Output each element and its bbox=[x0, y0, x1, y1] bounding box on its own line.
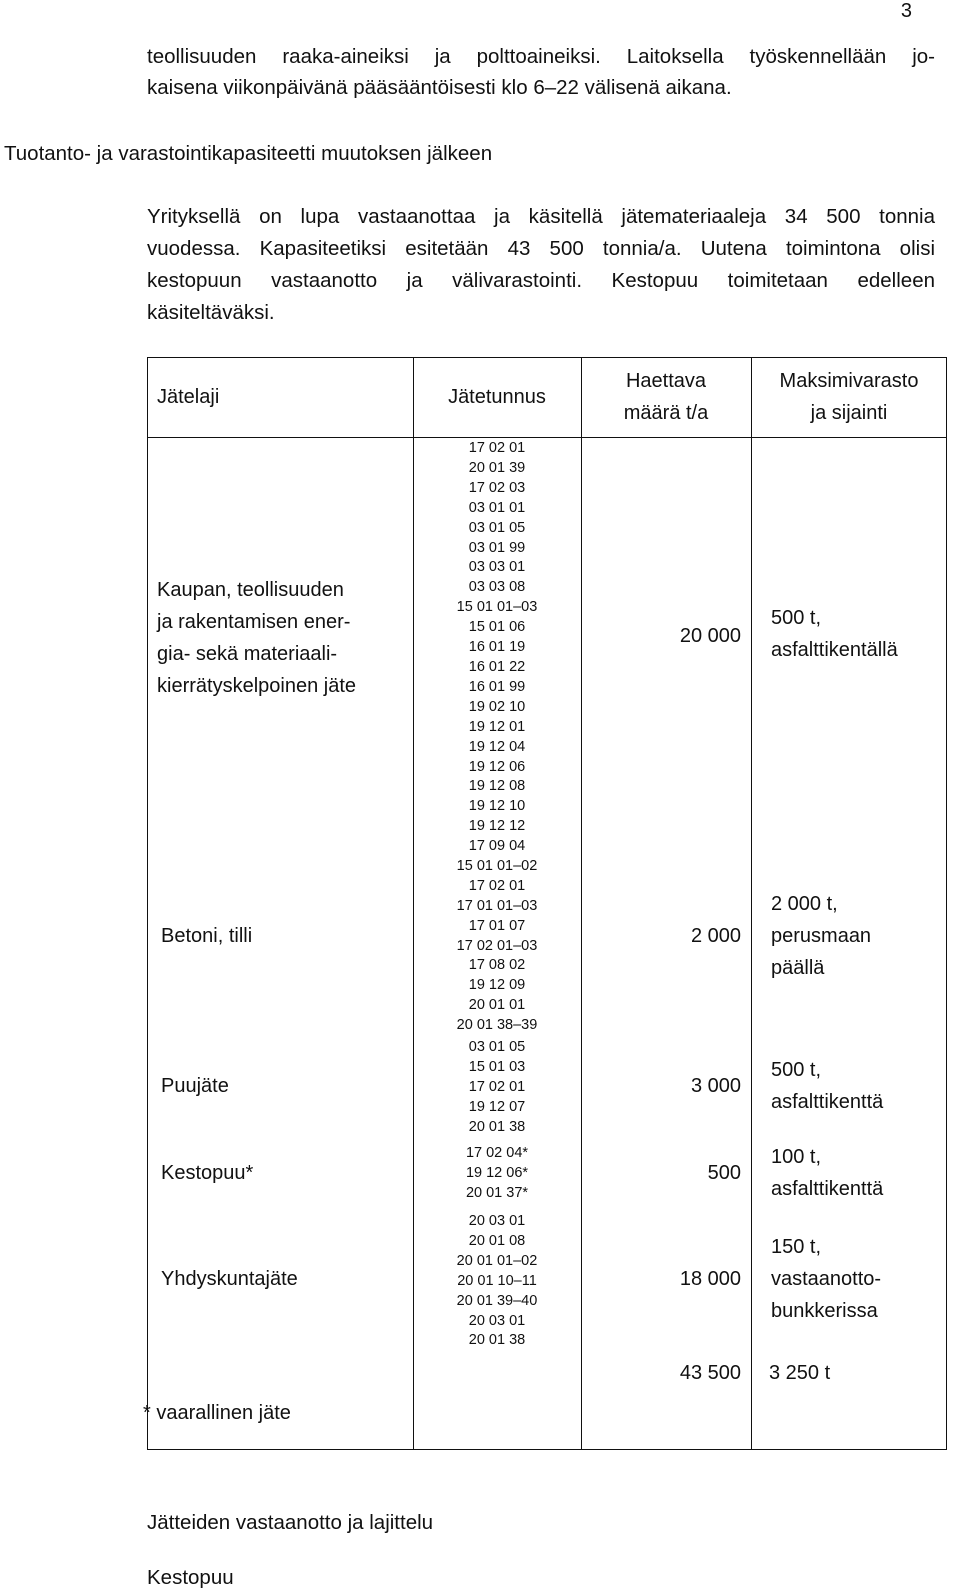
waste-code: 17 02 03 bbox=[468, 479, 526, 496]
header-bottom-border bbox=[147, 437, 947, 438]
row5-storage-line-3: bunkkerissa bbox=[771, 1300, 878, 1322]
row4-type: Kestopuu* bbox=[161, 1162, 254, 1184]
waste-code: 17 01 07 bbox=[468, 917, 526, 934]
waste-code: 19 12 08 bbox=[468, 778, 526, 795]
waste-code: 20 01 08 bbox=[468, 1232, 526, 1249]
header-amount-line-2: määrä t/a bbox=[623, 402, 709, 424]
waste-code: 03 01 05 bbox=[468, 519, 526, 536]
waste-code: 17 01 01–03 bbox=[456, 897, 538, 914]
waste-code: 20 01 10–11 bbox=[457, 1272, 537, 1289]
waste-code: 19 12 06* bbox=[465, 1164, 529, 1181]
row3-codes bbox=[413, 1038, 581, 1138]
waste-code: 03 01 05 bbox=[468, 1039, 526, 1055]
capacity-line-3: kestopuun vastaanotto ja välivarastointi. Kestopuu toimitetaan edelleen bbox=[147, 269, 935, 292]
capacity-line-1: Yrityksellä on lupa vastaanottaa ja käsitellä jätemateriaaleja 34 500 tonnia bbox=[147, 205, 935, 228]
waste-code: 20 01 01 bbox=[468, 997, 526, 1014]
total-amount: 43 500 bbox=[679, 1362, 741, 1384]
waste-code: 03 03 01 bbox=[468, 559, 526, 576]
waste-code: 19 12 09 bbox=[468, 977, 526, 994]
row2-codes bbox=[413, 837, 581, 1036]
header-jatetunnus: Jätetunnus bbox=[448, 386, 546, 408]
waste-code: 17 02 01–03 bbox=[456, 937, 538, 954]
row2-storage-line-2: perusmaan bbox=[771, 925, 872, 947]
waste-code: 17 02 01 bbox=[468, 1078, 526, 1095]
row4-codes bbox=[413, 1144, 581, 1204]
page-number: 3 bbox=[900, 0, 912, 22]
waste-table bbox=[143, 357, 947, 1450]
waste-code: 19 12 04 bbox=[468, 738, 526, 755]
total-storage: 3 250 t bbox=[769, 1362, 831, 1384]
row3-amount: 3 000 bbox=[690, 1075, 741, 1097]
section-heading: Tuotanto- ja varastointikapasiteetti muutoksen jälkeen bbox=[4, 142, 493, 165]
table-bottom-border bbox=[147, 1449, 947, 1450]
column-divider-3 bbox=[751, 357, 752, 1450]
waste-code: 15 01 06 bbox=[468, 619, 526, 636]
table-right-border bbox=[946, 357, 947, 1450]
row2-amount: 2 000 bbox=[690, 925, 741, 947]
waste-code: 20 01 01–02 bbox=[456, 1252, 538, 1269]
waste-code: 20 01 39 bbox=[468, 459, 526, 476]
waste-code: 20 01 38–39 bbox=[456, 1017, 538, 1034]
row3-storage-line-1: 500 t, bbox=[771, 1059, 822, 1081]
waste-code: 17 02 04* bbox=[465, 1145, 529, 1161]
waste-code: 20 03 01 bbox=[468, 1213, 526, 1229]
waste-code: 15 01 03 bbox=[468, 1058, 526, 1075]
waste-code: 19 12 07 bbox=[468, 1098, 526, 1115]
waste-code: 20 01 38 bbox=[468, 1332, 526, 1349]
capacity-line-2: vuodessa. Kapasiteetiksi esitetään 43 500 tonnia/a. Uutena toimintona olisi bbox=[147, 237, 935, 260]
header-amount-line-1: Haettava bbox=[625, 370, 707, 392]
waste-code: 16 01 22 bbox=[468, 658, 526, 675]
table-left-border bbox=[147, 357, 148, 1450]
header-jatelaji: Jätelaji bbox=[157, 386, 220, 408]
row1-storage-line-2: asfalttikentällä bbox=[771, 639, 898, 661]
row1-type-line-3: gia- sekä materiaali- bbox=[157, 643, 338, 665]
row2-type: Betoni, tilli bbox=[161, 925, 253, 947]
waste-code: 20 01 37* bbox=[465, 1184, 529, 1201]
row4-amount: 500 bbox=[707, 1162, 741, 1184]
waste-code: 17 02 01 bbox=[468, 440, 526, 456]
waste-code: 19 12 12 bbox=[468, 818, 526, 835]
waste-code: 15 01 01–02 bbox=[456, 857, 538, 874]
header-storage-line-2: ja sijainti bbox=[810, 402, 888, 424]
row5-storage-line-1: 150 t, bbox=[771, 1236, 822, 1258]
waste-code: 17 09 04 bbox=[468, 838, 526, 854]
waste-code: 19 12 06 bbox=[468, 758, 526, 775]
row1-storage-line-1: 500 t, bbox=[771, 607, 822, 629]
subheading-kestopuu: Kestopuu bbox=[147, 1566, 234, 1589]
waste-code: 16 01 19 bbox=[468, 639, 526, 656]
row1-type-line-2: ja rakentamisen ener- bbox=[157, 611, 351, 633]
row4-storage-line-1: 100 t, bbox=[771, 1146, 822, 1168]
waste-code: 03 01 01 bbox=[468, 499, 526, 516]
row2-storage-line-3: päällä bbox=[771, 957, 825, 979]
row1-type-line-1: Kaupan, teollisuuden bbox=[157, 579, 344, 601]
waste-code: 19 12 01 bbox=[468, 718, 526, 735]
table-footnote: * vaarallinen jäte bbox=[143, 1402, 291, 1424]
header-storage-line-1: Maksimivarasto bbox=[779, 370, 919, 392]
row1-codes bbox=[413, 439, 581, 837]
waste-code: 17 08 02 bbox=[468, 957, 526, 974]
capacity-line-4: käsiteltäväksi. bbox=[147, 301, 275, 324]
row4-storage-line-2: asfalttikenttä bbox=[771, 1178, 884, 1200]
row3-storage-line-2: asfalttikenttä bbox=[771, 1091, 884, 1113]
waste-code: 17 02 01 bbox=[468, 877, 526, 894]
row5-codes bbox=[413, 1212, 581, 1351]
subheading-jatteiden-vastaanotto: Jätteiden vastaanotto ja lajittelu bbox=[147, 1511, 434, 1534]
waste-code: 20 03 01 bbox=[468, 1312, 526, 1329]
waste-code: 19 02 10 bbox=[468, 698, 526, 715]
intro-line-2: kaisena viikonpäivänä pääsääntöisesti klo 6–22 välisenä aikana. bbox=[147, 76, 732, 99]
row1-type-line-4: kierrätyskelpoinen jäte bbox=[157, 675, 356, 697]
row1-amount: 20 000 bbox=[679, 625, 741, 647]
row5-amount: 18 000 bbox=[679, 1268, 741, 1290]
row5-type: Yhdyskuntajäte bbox=[161, 1268, 298, 1290]
waste-code: 15 01 01–03 bbox=[456, 599, 538, 616]
row5-storage-line-2: vastaanotto- bbox=[771, 1268, 882, 1290]
waste-code: 20 01 38 bbox=[468, 1118, 526, 1135]
waste-code: 03 03 08 bbox=[468, 579, 526, 596]
waste-code: 16 01 99 bbox=[468, 678, 526, 695]
row3-type: Puujäte bbox=[161, 1075, 229, 1097]
table-top-border bbox=[147, 357, 947, 358]
waste-code: 19 12 10 bbox=[468, 798, 526, 815]
waste-code: 03 01 99 bbox=[468, 539, 526, 556]
waste-code: 20 01 39–40 bbox=[456, 1292, 538, 1309]
row2-storage-line-1: 2 000 t, bbox=[771, 893, 838, 915]
intro-line-1: teollisuuden raaka-aineiksi ja polttoaineiksi. Laitoksella työskennellään jo- bbox=[147, 45, 935, 68]
